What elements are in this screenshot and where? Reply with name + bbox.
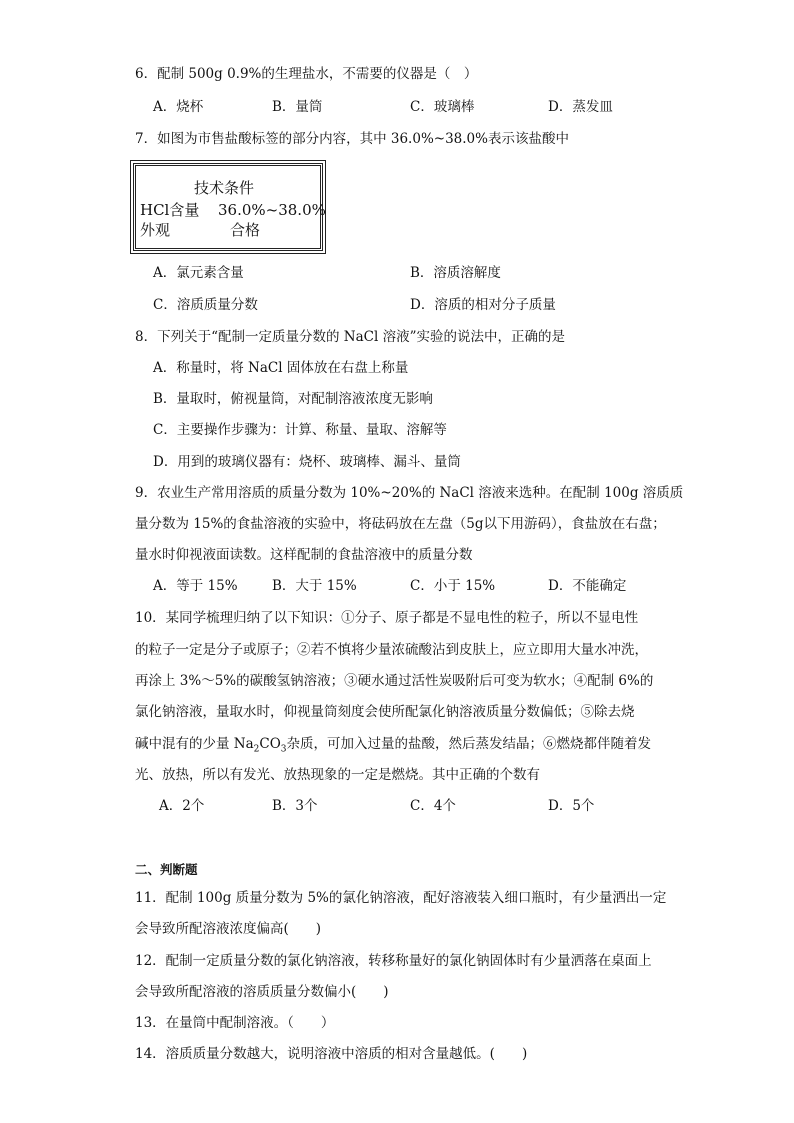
question-9-option-c: C．小于 15% <box>410 578 496 594</box>
question-6-option-b: B．量筒 <box>272 99 323 115</box>
question-7-stem: 7．如图为市售盐酸标签的部分内容，其中 36.0%~38.0%表示该盐酸中 <box>135 131 569 147</box>
question-8-option-a: A．称量时，将 NaCl 固体放在右盘上称量 <box>153 360 409 376</box>
question-7-option-c: C．溶质质量分数 <box>153 297 258 313</box>
question-7-option-d: D．溶质的相对分子质量 <box>410 297 556 313</box>
label-appearance-name: 外观 <box>140 221 171 239</box>
question-9-option-d: D．不能确定 <box>548 578 627 594</box>
sub-3: 3 <box>280 744 287 755</box>
question-9-line-1: 9．农业生产常用溶质的质量分数为 10%~20%的 NaCl 溶液来选种。在配制 100g 溶质质 <box>135 485 684 501</box>
question-11-line-1: 11．配制 100g 质量分数为 5%的氯化钠溶液，配好溶液装入细口瓶时，有少量洒出一定 <box>135 890 667 906</box>
question-10-option-d: D．5个 <box>548 798 595 814</box>
question-8-option-d: D．用到的玻璃仪器有：烧杯、玻璃棒、漏斗、量筒 <box>153 454 461 470</box>
question-12-line-1: 12．配制一定质量分数的氯化钠溶液，转移称量好的氯化钠固体时有少量洒落在桌面上 <box>135 953 652 969</box>
question-10-line-1: 10．某同学梳理归纳了以下知识：①分子、原子都是不显电性的粒子，所以不显电性 <box>135 610 639 626</box>
label-hcl-name: HCl含量 <box>140 201 200 219</box>
line-5-co: CO <box>259 736 281 752</box>
sub-2: 2 <box>253 744 260 755</box>
question-10-option-c: C．4个 <box>410 798 456 814</box>
question-13-stem: 13．在量筒中配制溶液。（ ） <box>135 1015 335 1031</box>
question-11-line-2: 会导致所配溶液浓度偏高( ) <box>135 921 322 937</box>
question-10-option-b: B．3个 <box>272 798 318 814</box>
question-7-option-b: B．溶质溶解度 <box>410 265 501 281</box>
question-6-option-c: C．玻璃棒 <box>410 99 475 115</box>
line-5-post: 杂质，可加入过量的盐酸，然后蒸发结晶；⑥燃烧都伴随着发 <box>286 736 652 752</box>
label-hcl-value: 36.0%~38.0% <box>218 201 326 219</box>
question-10-option-a: A．2个 <box>159 798 205 814</box>
question-10-line-5 <box>135 734 651 760</box>
question-9-option-b: B．大于 15% <box>272 578 357 594</box>
label-appearance-value: 合格 <box>230 221 261 239</box>
section-2-title: 二、判断题 <box>135 862 198 877</box>
question-6-stem: 6．配制 500g 0.9%的生理盐水，不需要的仪器是（ ） <box>135 66 478 82</box>
label-title: 技术条件 <box>194 179 255 197</box>
question-8-option-b: B．量取时，俯视量筒，对配制溶液浓度无影响 <box>153 391 433 407</box>
question-8-option-c: C．主要操作步骤为：计算、称量、量取、溶解等 <box>153 422 447 438</box>
question-10-line-2: 的粒子一定是分子或原子；②若不慎将少量浓硫酸沾到皮肤上，应立即用大量水冲洗， <box>135 642 648 658</box>
question-9-line-2: 量分数为 15%的食盐溶液的实验中，将砝码放在左盘（5g以下用游码），食盐放在右盘； <box>135 516 666 532</box>
question-10-line-3: 再涂上 3%～5%的碳酸氢钠溶液；③硬水通过活性炭吸附后可变为软水；④配制 6%的 <box>135 673 654 689</box>
question-6-option-a: A．烧杯 <box>153 99 204 115</box>
question-6-option-d: D．蒸发皿 <box>548 99 613 115</box>
question-8-stem: 8．下列关于“配制一定质量分数的 NaCl 溶液”实验的说法中，正确的是 <box>135 329 565 345</box>
question-7-option-a: A．氯元素含量 <box>153 265 244 281</box>
question-12-line-2: 会导致所配溶液的溶质质量分数偏小( ) <box>135 984 389 1000</box>
question-9-line-3: 量水时仰视液面读数。这样配制的食盐溶液中的质量分数 <box>135 547 473 563</box>
question-10-line-4: 氯化钠溶液，量取水时，仰视量筒刻度会使所配氯化钠溶液质量分数偏低；⑤除去烧 <box>135 704 635 720</box>
question-14-stem: 14．溶质质量分数越大，说明溶液中溶质的相对含量越低。( ) <box>135 1046 528 1062</box>
question-10-line-6: 光、放热，所以有发光、放热现象的一定是燃烧。其中正确的个数有 <box>135 767 540 783</box>
hcl-label-box <box>133 163 326 251</box>
line-5-pre: 碱中混有的少量 Na <box>135 736 254 752</box>
question-9-option-a: A．等于 15% <box>153 578 238 594</box>
